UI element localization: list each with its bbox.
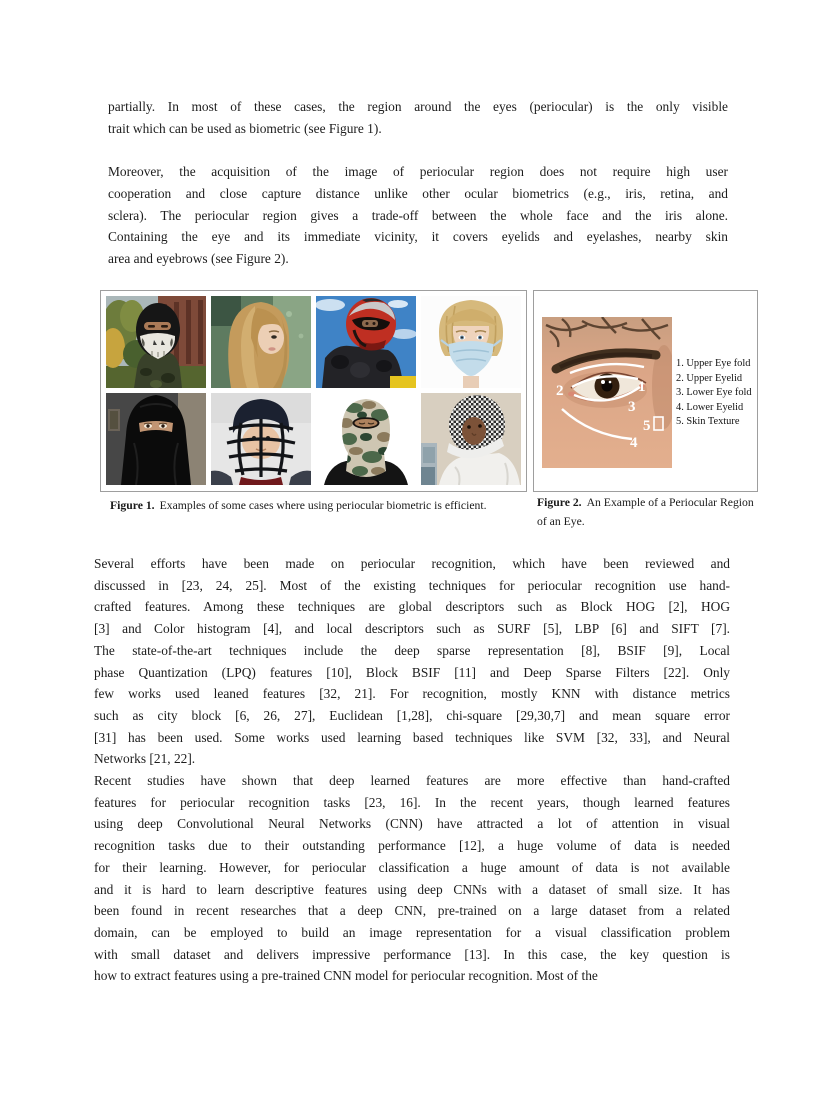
figure-2-legend (676, 357, 752, 430)
photo-keffiyeh-wrapped-man (421, 393, 521, 485)
intro-text-block (108, 96, 728, 270)
skull-balaclava-illustration (106, 296, 206, 388)
photo-skull-balaclava (106, 296, 206, 388)
text-line: trait which can be used as biometric (see Figure 1). (108, 120, 382, 136)
figure-2-caption-label: Figure 2. (537, 496, 582, 509)
figure-2 (533, 290, 758, 492)
eye-mark-4: 4 (630, 435, 638, 451)
figure-2-caption (537, 494, 759, 531)
photo-niqab-woman (106, 393, 206, 485)
eye-mark-3: 3 (628, 399, 636, 415)
text-line: few works used leaned features [32, 21]. For recognition, mostly KNN with distance metrics (94, 686, 730, 702)
photo-catchers-mask-child (211, 393, 311, 485)
figure-1-photo-grid (101, 291, 526, 490)
eye-mark-1: 1 (638, 379, 646, 395)
surgical-mask-woman-illustration (421, 296, 521, 388)
photo-surgical-mask-woman (421, 296, 521, 388)
text-line: recognition tasks due to their outstanding performance [12], a huge volume of data is needed (94, 838, 730, 854)
paragraph-recent-studies (94, 770, 730, 987)
text-line: and it is hard to learn descriptive features using deep CNNs with a dataset of small size. It has (94, 881, 730, 897)
body-text-block (94, 553, 730, 987)
text-line: domain, can be employed to build an image representation for a visual classification problem (94, 924, 730, 940)
eye-mark-5: 5 (643, 418, 651, 434)
text-line: Several efforts have been made on periocular recognition, which have been reviewed and (94, 556, 730, 571)
legend-line: 5. Skin Texture (676, 416, 740, 427)
text-line: Recent studies have shown that deep learned features are more effective than hand-crafted (94, 773, 730, 789)
legend-line: 4. Lower Eyelid (676, 401, 744, 413)
niqab-woman-illustration (106, 393, 206, 485)
text-line: been found in recent researches that a deep CNN, pre-trained on a large dataset from a related (94, 903, 730, 919)
text-line: sclera). The periocular region gives a trade-off between the whole face and the iris alone. (108, 207, 728, 223)
text-line: features for periocular recognition tasks [23, 16]. In the recent years, though learned features (94, 794, 730, 810)
paragraph-several-efforts (94, 553, 730, 770)
text-line: cooperation and close capture distance unlike other ocular biometrics (e.g., iris, retina, and (108, 185, 728, 201)
catchers-mask-child-illustration (211, 393, 311, 485)
legend-line: 3. Lower Eye fold (676, 387, 752, 398)
text-line: phase Quantization (LPQ) features [10], Block BSIF [11] and Deep Sparse Filters [22]. Only (94, 664, 730, 680)
figure-1-caption (110, 497, 513, 516)
text-line: crafted features. Among these techniques are global descriptors such as Block HOG [2], HOG (94, 599, 730, 615)
text-line: for their learning. However, for periocular classification a huge amount of data is not available (94, 859, 730, 875)
paragraph-partially (108, 96, 728, 139)
text-line: Networks [21, 22]. (94, 751, 196, 767)
text-line: Containing the eye and its immediate vicinity, it covers eyelids and eyelashes, nearby skin (108, 229, 728, 245)
text-line: using deep Convolutional Neural Networks (CNN) have attracted a lot of attention in visual (94, 816, 730, 832)
legend-line: 2. Upper Eyelid (676, 372, 743, 384)
photo-motorcycle-helmet-rider (316, 296, 416, 388)
paragraph-moreover (108, 161, 728, 270)
helmet-rider-illustration (316, 296, 416, 388)
text-line: such as city block [6, 26, 27], Euclidean [1,28], chi-square [29,30,7] and mean square error (94, 707, 730, 723)
text-line: The state-of-the-art techniques include the deep sparse representation [8], BSIF [9], Local (94, 642, 730, 658)
text-line: how to extract features using a pre-trained CNN model for periocular recognition. Most of the (94, 968, 598, 984)
text-line: [3] and Color histogram [4], and local descriptors such as SURF [5], LBP [6] and SIFT [7]. (94, 621, 730, 637)
legend-line: 1. Upper Eye fold (676, 358, 751, 369)
camo-balaclava-illustration (316, 393, 416, 485)
text-line: Moreover, the acquisition of the image of periocular region does not require high user (108, 164, 728, 180)
photo-camouflage-balaclava (316, 393, 416, 485)
annotated-eye-illustration (542, 317, 672, 468)
photo-blonde-hair-covered-face (211, 296, 311, 388)
text-line: with small dataset and delivers impressive performance [13]. In this case, the key question is (94, 946, 730, 962)
text-line: area and eyebrows (see Figure 2). (108, 250, 289, 266)
figure-1-caption-label: Figure 1. (110, 499, 155, 512)
figure-2-caption-text: An Example of a Periocular Region of an Eye. (537, 496, 754, 528)
eye-mark-2: 2 (556, 383, 564, 399)
text-line: [31] has been used. Some works used learning based techniques like SVM [32, 33], and Neural (94, 729, 730, 745)
blonde-girl-illustration (211, 296, 311, 388)
periocular-eye-photo (542, 317, 672, 468)
text-line: discussed in [23, 24, 25]. Most of the existing techniques for periocular recognition use hand- (94, 577, 730, 593)
figure-1-caption-text: Examples of some cases where using periocular biometric is efficient. (159, 499, 487, 512)
keffiyeh-man-illustration (421, 393, 521, 485)
text-line: partially. In most of these cases, the region around the eyes (periocular) is the only visible (108, 99, 728, 114)
figure-1 (100, 290, 527, 492)
